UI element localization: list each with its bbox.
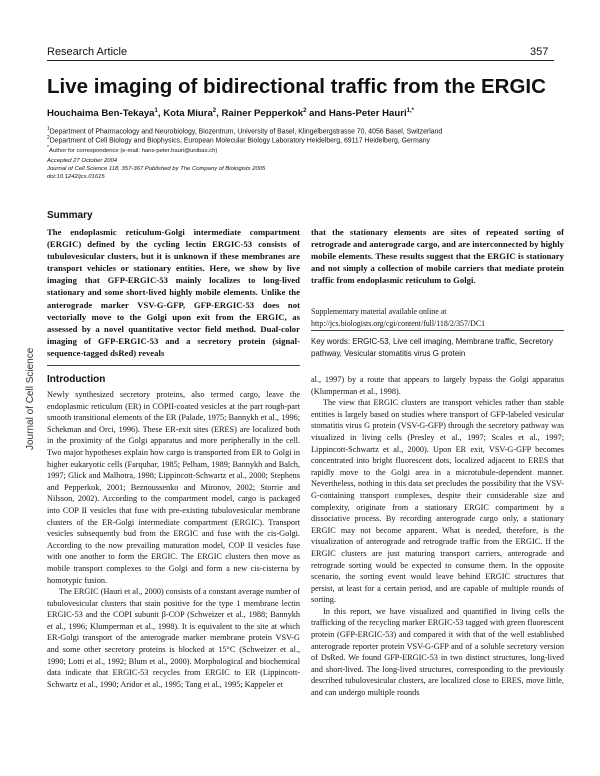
page-number: 357 bbox=[530, 46, 549, 58]
header-rule bbox=[47, 60, 554, 61]
author-name: Hans-Peter Hauri bbox=[328, 108, 407, 120]
keywords: Key words: ERGIC-53, Live cell imaging, Membrane traffic, Secretory pathway, Vesicular stomatitis virus G protein bbox=[311, 337, 553, 358]
journal-citation: Journal of Cell Science 118, 357-367 Published by The Company of Biologists 2005 bbox=[47, 166, 266, 172]
author-name: Rainer Pepperkok bbox=[221, 108, 304, 120]
article-title: Live imaging of bidirectional traffic from the ERGIC bbox=[47, 75, 546, 98]
supplementary-line-1: Supplementary material available online at bbox=[311, 307, 447, 316]
author-name: Houchaima Ben-Tekaya bbox=[47, 108, 155, 120]
author-affiliation-mark: 1,* bbox=[406, 108, 414, 114]
paragraph: The ERGIC (Hauri et al., 2000) consists of a constant average number of tubulovesicular clusters that stain positive for the type 1 membrane lectin ERGIC-53 and the COPI subunit β-COP (Schweizer et al., 1988; Bannykh et al., 1996; Klumperman et al., 1998). It is equivalent to the site at which ER-Golgi transport of the anterograde marker membrane protein VSV-G and some other secretory proteins is blocked at 15°C (Schweizer et al., 1990; Lotti et al., 1992; Blum et al., 2000). Morphological and biochemical data indicate that ERGIC-53 recycles from ERGIC to ER (Lippincott-Schwartz et al., 1990; Aridor et al., 1995; Tang et al., 1995; Kappeler et bbox=[47, 587, 301, 689]
correspondence: *Author for correspondence (e-mail: hans-peter.hauri@unibas.ch) bbox=[47, 145, 218, 154]
author-affiliation-mark: 2 bbox=[303, 108, 307, 114]
author-affiliation-mark: 1 bbox=[154, 108, 158, 114]
summary-left: The endoplasmic reticulum-Golgi intermediate compartment (ERGIC) defined by the cycling lectin ERGIC-53 consists of tubulovesicular clusters, but it is unknown if these membranes are transport vehicles or stationary entities. Here, we show by live imaging that GFP-ERGIC-53 mainly localizes to long-lived stationary and some short-lived highly mobile elements. Unlike the anterograde marker VSV-G-GFP, GFP-ERGIC-53 does not vectorially move to the Golgi upon exit from the ERGIC, as assessed by a novel quantitative vector field method. Dual-color imaging of GFP-ERGIC-53 and a secretory protein (signal-sequence-tagged dsRed) reveals bbox=[47, 227, 300, 358]
author-separator: , bbox=[216, 108, 222, 120]
author-separator: , bbox=[157, 108, 164, 120]
supplementary-note bbox=[311, 306, 564, 329]
introduction-left-column bbox=[47, 389, 300, 690]
paragraph: In this report, we have visualized and quantified in living cells the trafficking of the recycling marker ERGIC-53 tagged with green fluorescent protein (GFP-ERGIC-53) and compared it with that of the well established anterograde reporter protein VSV-G-GFP and of a soluble secretory version of DsRed. We found GFP-ERGIC-53 in two distinct structures, long-lived and short-lived. The long-lived structures, corresponding to the previously described tubulovesicular clusters, are localized close to ERES, move little, and can undergo multiple rounds bbox=[311, 606, 564, 698]
section-label: Research Article bbox=[47, 46, 128, 58]
supplementary-url[interactable]: http://jcs.biologists.org/cgi/content/full/118/2/357/DC1 bbox=[311, 318, 486, 328]
affiliation-2: $^2$Department of Cell Biology and Biophysics, European Molecular Biology Laboratory Heidelberg, 69117 Heidelberg, Germany bbox=[47, 135, 430, 145]
introduction-heading: Introduction bbox=[47, 374, 106, 385]
journal-side-label: Journal of Cell Science bbox=[25, 347, 36, 450]
intro-rule bbox=[47, 365, 300, 366]
accepted-date: Accepted 27 October 2004 bbox=[47, 158, 118, 164]
keywords-rule bbox=[311, 330, 564, 331]
paragraph: The view that ERGIC clusters are transport vehicles rather than stable entities is largely based on studies where transport of GFP-labeled vesicular stomatitis virus G protein (VSV-G-GFP) through the secretory pathway was visualized in living cells (Presley et al., 1997; Scales et al., 1997; Lippincott-Schwartz et al., 2000). Upon ER exit, VSV-G-GFP becomes concentrated into bright fluorescent dots, localized adjacent to ERES that rapidly move to the Golgi area in a microtubule-dependent manner. Nevertheless, nothing in this data set precludes the possibility that the VSV-G-containing transport complexes, despite their considerable size and complexity, originate from a stationary ERGIC compartment by a dissociative process. By recording anterograde cargo only, a stationary ERGIC may not become apparent. What is needed, therefore, is the visualization of anterograde and retrograde traffic from the ERGIC. If the ERGIC clusters are just maturing transport carriers, anterograde and retrograde sorting would be expected to consume them. In the opposite scenario, the sorting event would leave behind ERGIC structures that persist, at least for a certain period, and are capable of multiple rounds of sorting. bbox=[311, 398, 564, 605]
affiliation-1: $^1$Department of Pharmacology and Neurobiology, Biozentrum, University of Basel, Klingelbergstrasse 70, 4056 Basel, Switzerland bbox=[47, 126, 443, 136]
author-name: Kota Miura bbox=[163, 108, 213, 120]
author-affiliation-mark: 2 bbox=[212, 108, 217, 114]
paragraph: Newly synthesized secretory proteins, also termed cargo, leave the endoplasmic reticulum (ER) in COPII-coated vesicles at the part rough-part smooth transitional elements of the ER (Palade, 1975; Bannykh et al., 1996; Schekman and Orci, 1996). These ER-exit sites (ERES) are localized both in the proximity of the Golgi apparatus and more peripherally in the cell. Two major hypotheses explain how cargo is transported from ER to Golgi in higher eukaryotic cells (Farquhar, 1985; Pelham, 1989; Bannykh and Balch, 1997; Glick and Malhotra, 1998; Lippincott-Schwartz et al., 2000; Stephens and Pepperkok, 2001; Beznoussenko and Mironov, 2002; Storrie and Nilsson, 2002). According to the compartment model, cargo is packaged into COP II vesicles that fuse with pre-existing tubulovesicular membrane clusters of the ER-Golgi intermediate compartment (ERGIC). Transport vesicles subsequently bud from the ERGIC and fuse with the cis-Golgi. According to the now prevailing maturation model, COP II vesicles fuse with one another to form the ERGIC. The ERGIC clusters then move as mobile transport complexes to the Golgi and form a new cis-cisterna by homotypic fusion. bbox=[47, 390, 300, 585]
doi: doi:10.1242/jcs.01615 bbox=[47, 174, 105, 180]
author-separator: and bbox=[306, 108, 329, 120]
introduction-right-column bbox=[311, 374, 564, 699]
author-list bbox=[47, 108, 414, 119]
summary-right: that the stationary elements are sites of repeated sorting of retrograde and anterograde cargo, and are interconnected by highly mobile elements. These results suggest that the ERGIC is stationary and not simply a collection of mobile carriers that mediate protein traffic from endoplasmic reticulum to Golgi. bbox=[311, 227, 564, 286]
summary-heading: Summary bbox=[47, 210, 93, 221]
paragraph: al., 1997) by a route that appears to largely bypass the Golgi apparatus (Klumperman et al., 1998). bbox=[311, 375, 564, 396]
